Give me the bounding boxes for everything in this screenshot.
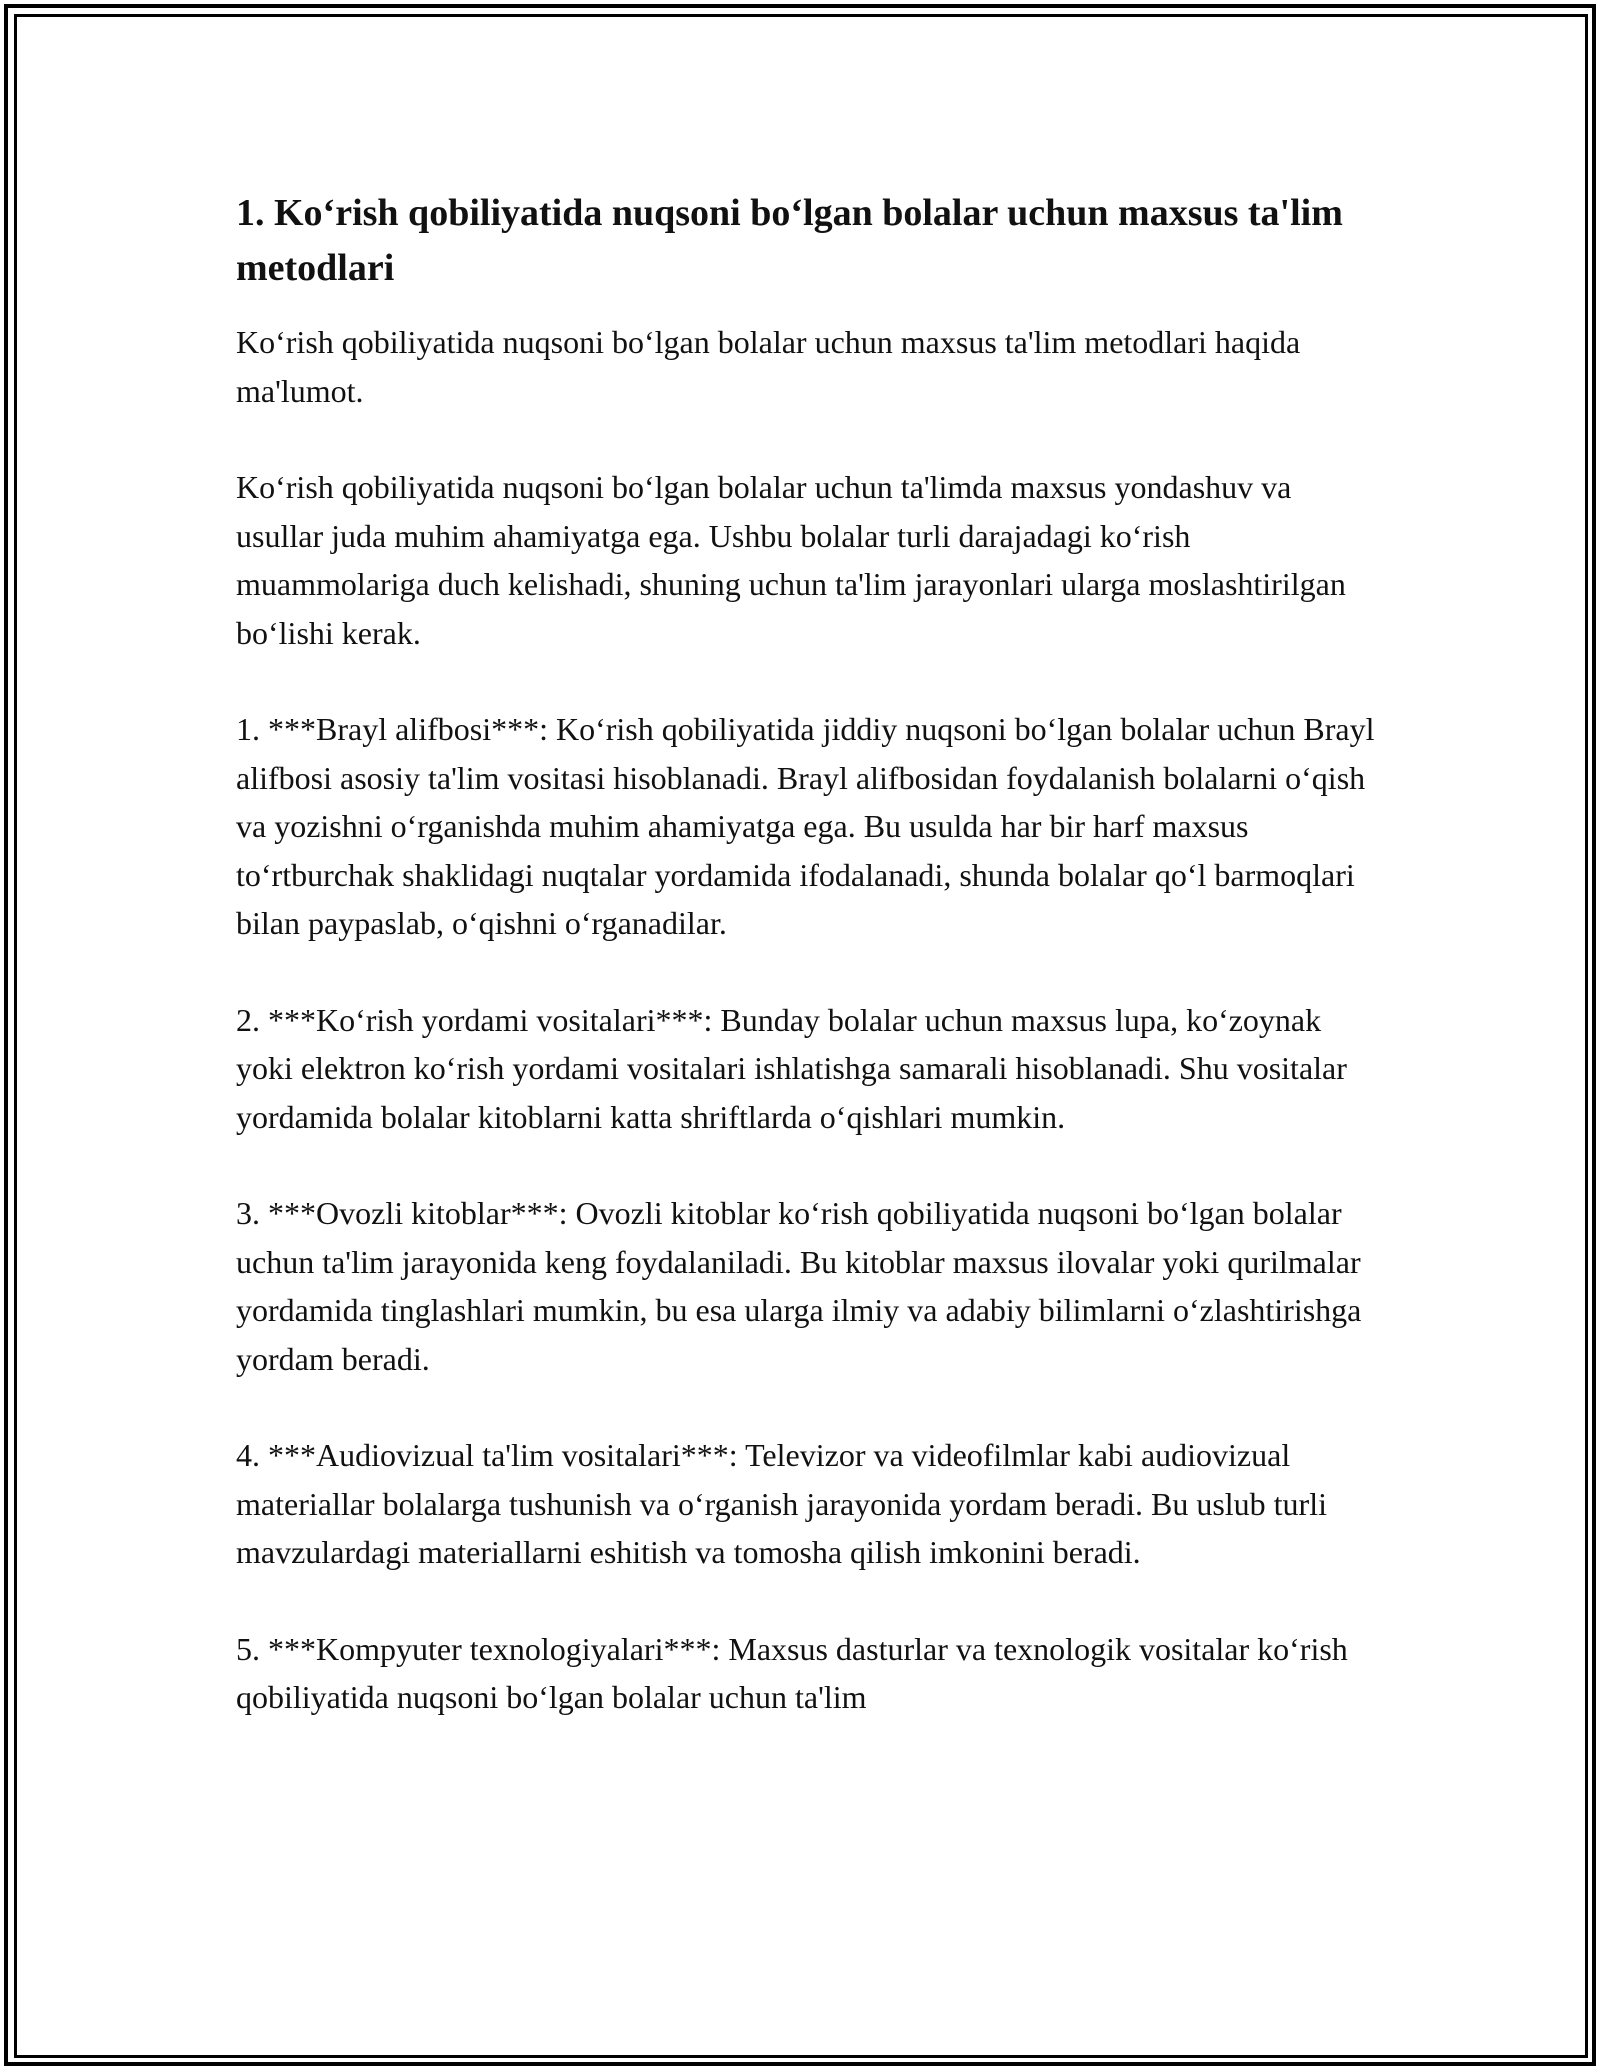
overview-paragraph: Koʻrish qobiliyatida nuqsoni boʻlgan bolalar uchun ta'limda maxsus yondashuv va usullar juda muhim ahamiyatga ega. Ushbu bolalar turli darajadagi koʻrish muammolariga duch kelishadi, shuning uchun ta'lim jarayonlari ularga moslashtirilgan boʻlishi kerak.	[236, 469, 1346, 651]
method-braille-paragraph: 1. ***Brayl alifbosi***: Koʻrish qobiliyatida jiddiy nuqsoni boʻlgan bolalar uchun Brayl alifbosi asosiy ta'lim vositasi hisoblanadi. Brayl alifbosidan foydalanish bolalarni oʻqish va yozishni oʻrganishda muhim ahamiyatga ega. Bu usulda har bir harf maxsus toʻrtburchak shaklidagi nuqtalar yordamida ifodalanadi, shunda bolalar qoʻl barmoqlari bilan paypaslab, oʻqishni oʻrganadilar.	[236, 711, 1375, 941]
intro-paragraph: Koʻrish qobiliyatida nuqsoni boʻlgan bolalar uchun maxsus ta'lim metodlari haqida ma'lumot.	[236, 324, 1301, 409]
document-body	[236, 186, 1376, 1770]
method-audiovisual-paragraph: 4. ***Audiovizual ta'lim vositalari***: Televizor va videofilmlar kabi audiovizual materiallar bolalarga tushunish va oʻrganish jarayonida yordam beradi. Bu uslub turli mavzulardagi materiallarni eshitish va tomosha qilish imkonini beradi.	[236, 1437, 1327, 1570]
method-audiobooks-paragraph: 3. ***Ovozli kitoblar***: Ovozli kitoblar koʻrish qobiliyatida nuqsoni boʻlgan bolalar uchun ta'lim jarayonida keng foydalaniladi. Bu kitoblar maxsus ilovalar yoki qurilmalar yordamida tinglashlari mumkin, bu esa ularga ilmiy va adabiy bilimlarni oʻzlashtirishga yordam beradi.	[236, 1195, 1362, 1377]
method-vision-aids-paragraph: 2. ***Koʻrish yordami vositalari***: Bunday bolalar uchun maxsus lupa, koʻzoynak yoki elektron koʻrish yordami vositalari ishlatishga samarali hisoblanadi. Shu vositalar yordamida bolalar kitoblarni katta shriftlarda oʻqishlari mumkin.	[236, 1001, 1347, 1135]
method-computer-paragraph: 5. ***Kompyuter texnologiyalari***: Maxsus dasturlar va texnologik vositalar koʻrish qobiliyatida nuqsoni boʻlgan bolalar uchun ta'lim	[236, 1630, 1348, 1715]
document-title: 1. Koʻrish qobiliyatida nuqsoni boʻlgan bolalar uchun maxsus ta'lim metodlari	[236, 192, 1343, 289]
